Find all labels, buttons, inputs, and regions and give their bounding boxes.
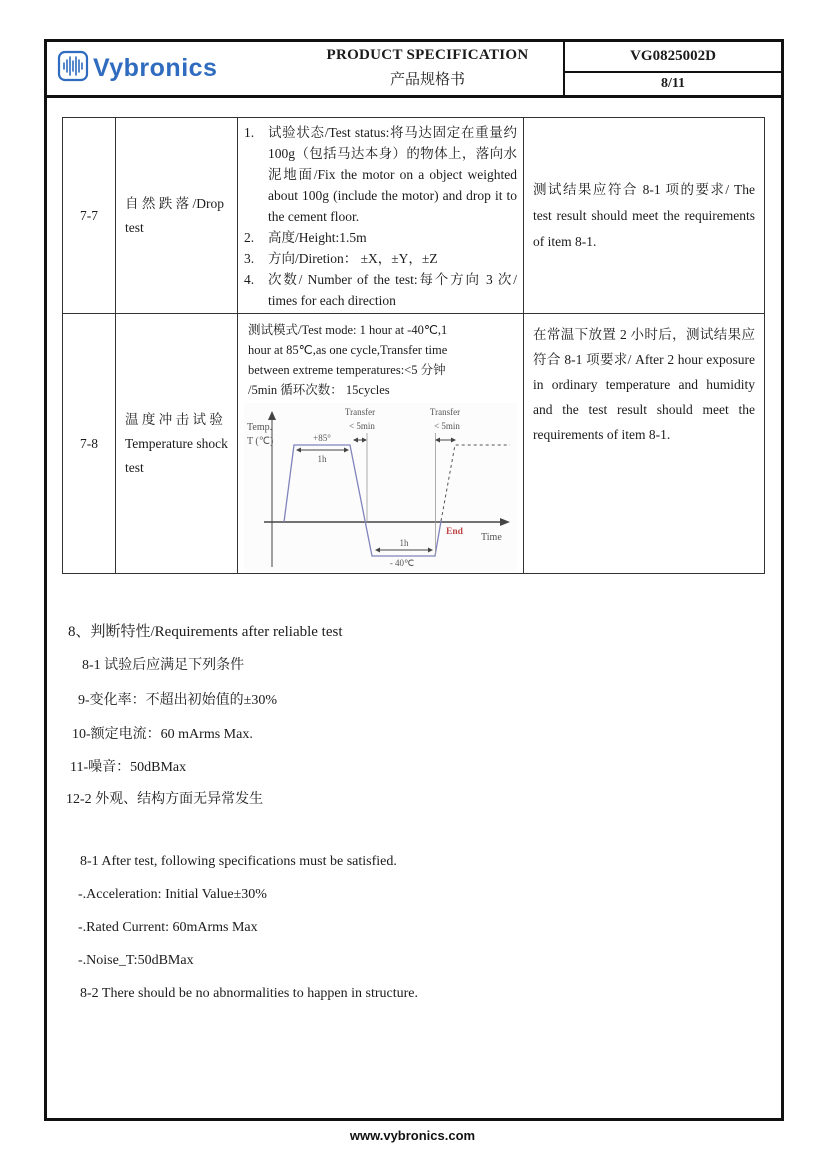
spec-table: [62, 117, 765, 574]
x-axis-label: Time: [481, 532, 502, 543]
requirement-line: -.Noise_T:50dBMax: [78, 953, 194, 968]
section-heading: 8、判断特性/Requirements after reliable test: [68, 624, 343, 640]
requirement-line: 8-1 After test, following specifications must be satisfied.: [80, 854, 397, 869]
item-number: 4.: [244, 272, 255, 287]
test-name: 自 然 跌 落 /Drop test: [116, 118, 238, 314]
requirement-line: 8-2 There should be no abnormalities to happen in structure.: [80, 986, 418, 1001]
waveform-logo-icon: [57, 50, 89, 87]
logo: [47, 42, 292, 95]
requirement-line: -.Acceleration: Initial Value±30%: [78, 887, 267, 902]
requirement-line: 11-噪音：50dBMax: [70, 760, 187, 775]
mode-line: /5min 循环次数： 15cycles: [248, 383, 390, 397]
header-title: [292, 42, 563, 95]
row-id: 7-7: [63, 118, 116, 314]
row-id: 7-8: [63, 314, 116, 574]
list-item: [244, 269, 517, 311]
low-temp-label: - 40℃: [389, 558, 415, 568]
low-duration-label: 1h: [399, 538, 409, 548]
table-row-7-8: [63, 314, 765, 574]
test-requirement: 测试结果应符合 8-1 项的要求/ The test result should meet the requirements of item 8-1.: [524, 118, 765, 314]
item-number: 2.: [244, 230, 255, 245]
high-temp-label: +85°: [313, 433, 331, 443]
section-8: [62, 615, 732, 1003]
title-english: PRODUCT SPECIFICATION: [326, 47, 529, 63]
doc-code-block: [563, 42, 781, 95]
temperature-profile-diagram: [244, 403, 517, 571]
table-row-7-7: [63, 118, 765, 314]
y-axis-label: Temp.: [247, 422, 273, 433]
transfer-time-right: < 5min: [434, 421, 460, 431]
test-requirement: 在常温下放置 2 小时后，测试结果应符合 8-1 项要求/ After 2 hour exposure in ordinary temperature and humidity and the test result should meet the requirements of item 8-1.: [524, 314, 765, 574]
requirement-line: 10-额定电流：60 mArms Max.: [72, 727, 253, 742]
title-chinese: 产品规格书: [389, 72, 465, 88]
logo-wordmark: Vybronics: [93, 54, 218, 82]
transfer-label-left: Transfer: [344, 407, 376, 417]
item-number: 1.: [244, 125, 255, 140]
requirement-line: 8-1 试验后应满足下列条件: [82, 658, 245, 673]
transfer-label-right: Transfer: [429, 407, 461, 417]
test-conditions: [238, 118, 524, 314]
header: [47, 42, 781, 98]
item-text: 次数/ Number of the test:每个方向 3 次/ times for each direction: [268, 272, 517, 308]
doc-code: VG0825002D: [565, 42, 781, 73]
item-text: 试验状态/Test status:将马达固定在重量约 100g（包括马达本身）的物体上，落向水泥地面/Fix the motor on a object weighted about 100g (include the motor) and drop it to the cement floor.: [268, 125, 517, 224]
mode-line: between extreme temperatures:<5 分钟: [248, 363, 446, 377]
item-number: 3.: [244, 251, 255, 266]
requirement-line: 12-2 外观、结构方面无异常发生: [66, 792, 264, 807]
transfer-time-left: < 5min: [349, 421, 375, 431]
test-name: 温 度 冲 击 试 验 Temperature shock test: [116, 314, 238, 574]
requirement-line: 9-变化率：不超出初始值的±30%: [78, 693, 278, 708]
high-duration-label: 1h: [317, 454, 327, 464]
list-item: [244, 227, 517, 248]
test-conditions: [238, 314, 524, 574]
mode-line: 测试模式/Test mode: 1 hour at -40℃,1: [248, 323, 448, 337]
list-item: [244, 248, 517, 269]
page-number: 8/11: [660, 76, 686, 91]
item-text: 方向/Diretion： ±X，±Y，±Z: [268, 251, 438, 266]
requirement-line: -.Rated Current: 60mArms Max: [78, 920, 258, 935]
mode-line: hour at 85℃,as one cycle,Transfer time: [248, 343, 448, 357]
item-text: 高度/Height:1.5m: [268, 230, 367, 245]
footer-website: www.vybronics.com: [349, 1128, 476, 1143]
list-item: [244, 122, 517, 227]
end-label: End: [446, 527, 463, 537]
y-axis-unit: T (℃): [247, 436, 274, 447]
test-mode-text: [244, 318, 517, 400]
